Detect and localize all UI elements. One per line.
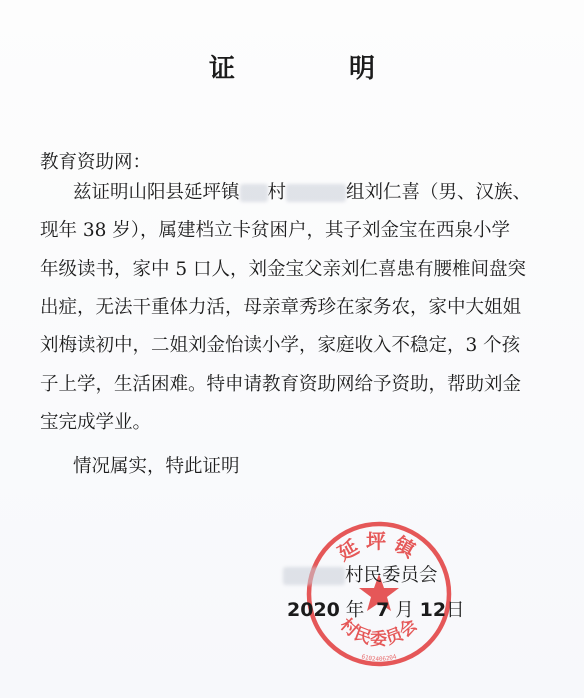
body-line-1-text-b: 村 — [267, 182, 287, 203]
closing-statement: 情况属实，特此证明 — [73, 456, 240, 477]
body-line-1-text-a: 兹证明山阳县延坪镇 — [73, 182, 240, 203]
signature-date — [287, 596, 465, 622]
body-line-2: 现年 38 岁），属建档立卡贫困户，其子刘金宝在西泉小学 — [40, 220, 511, 241]
redacted-block — [240, 184, 268, 202]
date-day: 12 — [419, 599, 447, 621]
document-title: 证 明 — [208, 54, 419, 84]
signature-org-text: 村民委员会 — [345, 565, 438, 586]
official-seal — [303, 518, 455, 670]
signature-organization — [283, 561, 438, 587]
svg-text:延坪镇 — [333, 529, 424, 565]
date-year: 2020 — [287, 599, 340, 621]
body-line-6: 子上学，生活困难。特申请教育资助网给予资助，帮助刘金 — [40, 374, 522, 395]
body-line-4: 出症，无法干重体力活，母亲章秀珍在家务农，家中大姐姐 — [40, 297, 522, 318]
redacted-block — [286, 184, 346, 202]
recipient-line: 教育资助网： — [40, 152, 152, 173]
redacted-block — [283, 567, 345, 585]
date-month: 7 — [376, 599, 390, 621]
body-line-7: 宝完成学业。 — [40, 412, 152, 433]
seal-code-text: 6102406204 — [360, 653, 398, 663]
seal-top-text: 延坪镇 — [333, 529, 425, 566]
body-line-1 — [73, 183, 531, 203]
seal-bottom-text: 村民委员会 — [335, 614, 423, 650]
date-year-unit: 年 — [345, 600, 365, 621]
date-day-unit: 日 — [446, 600, 465, 621]
date-month-unit: 月 — [395, 600, 414, 621]
body-line-5: 刘梅读初中，二姐刘金怡读小学，家庭收入不稳定，3 个孩 — [40, 335, 521, 356]
body-line-3: 年级读书，家中 5 口人，刘金宝父亲刘仁喜患有腰椎间盘突 — [40, 259, 527, 280]
body-line-1-text-c: 组刘仁喜（男、汉族、 — [346, 182, 532, 203]
